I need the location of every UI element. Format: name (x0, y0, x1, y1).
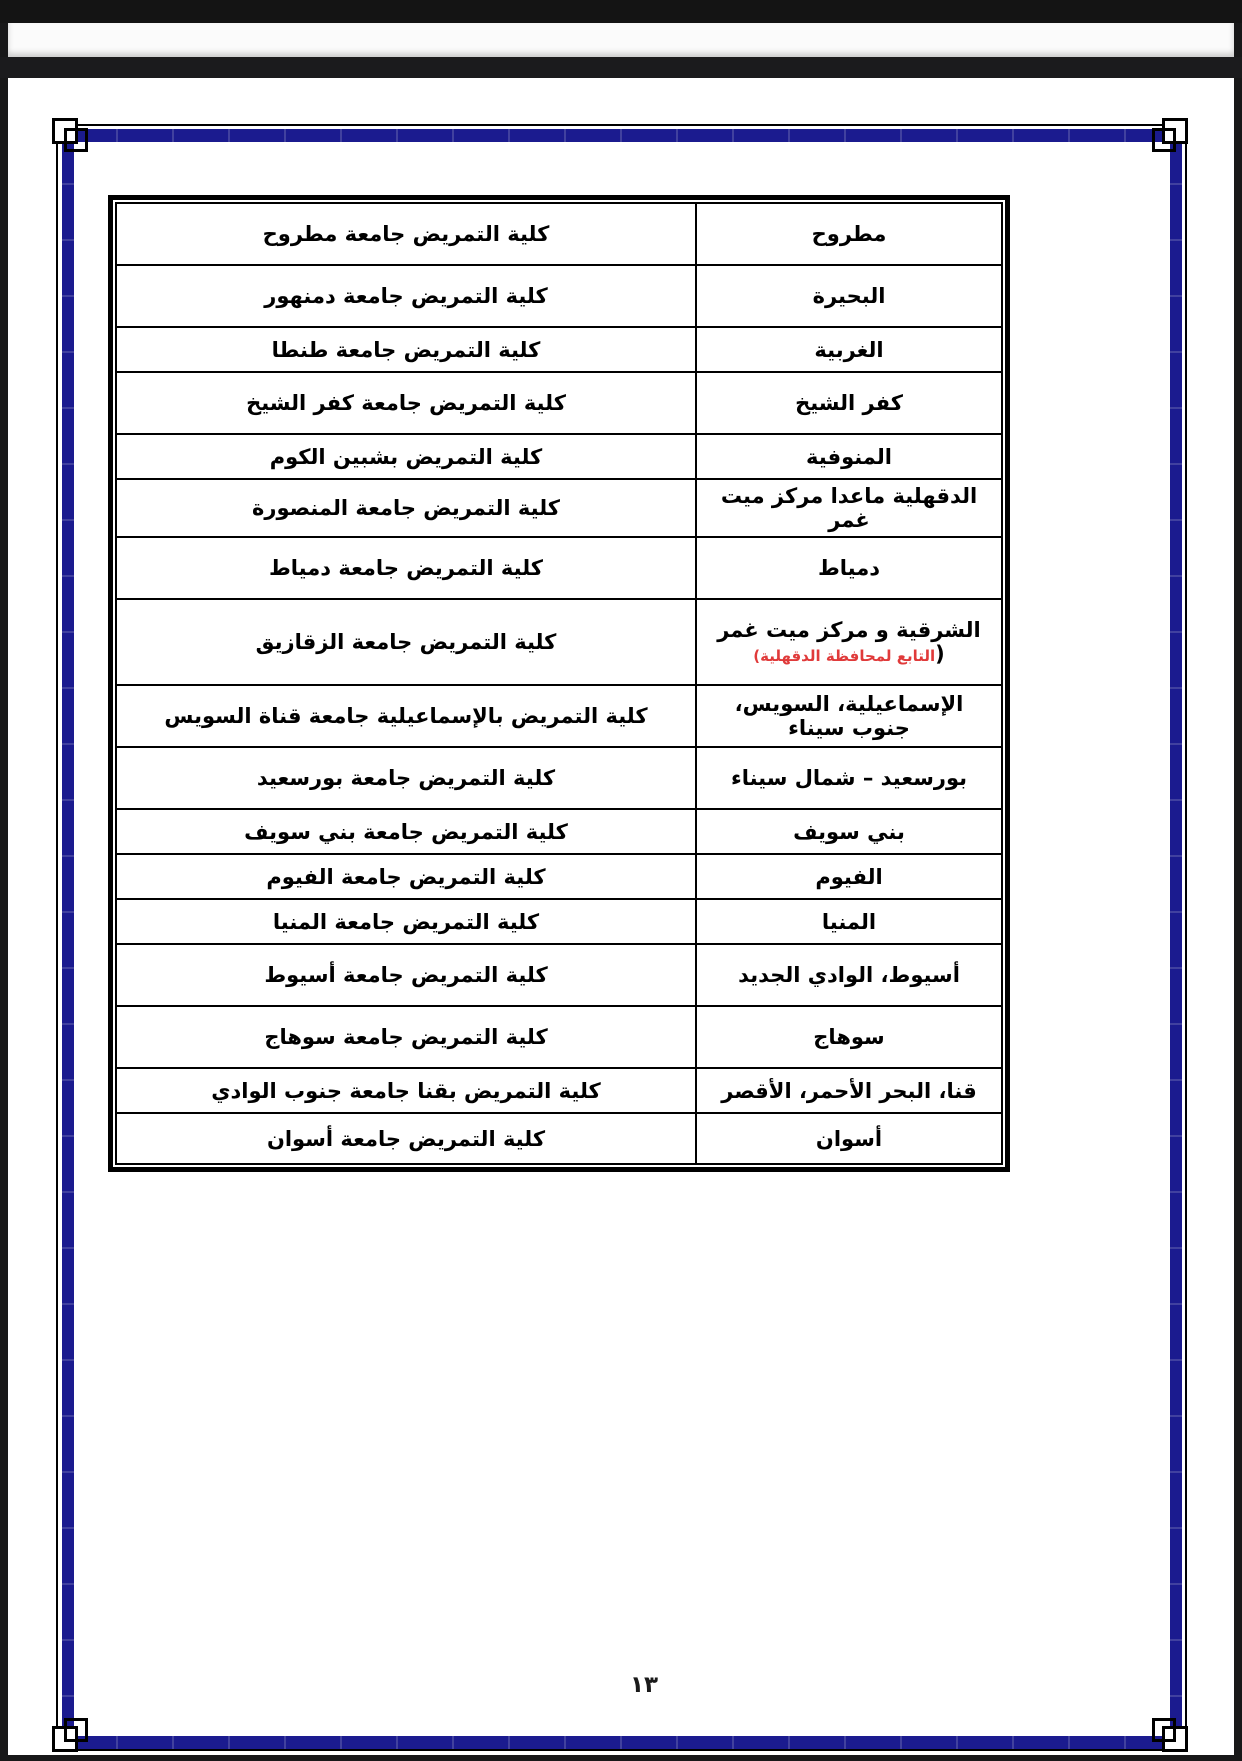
table-row (116, 1068, 1002, 1113)
corner-ornament-bottom-left (52, 1712, 92, 1752)
governorate-cell (696, 203, 1002, 265)
governorate-name: بني سويف (793, 819, 905, 844)
governorate-cell (696, 1006, 1002, 1068)
table-row (116, 265, 1002, 327)
governorate-name: سوهاج (813, 1025, 885, 1049)
college-cell: كلية التمريض جامعة المنيا (116, 899, 696, 944)
governorate-name: أسيوط، الوادي الجديد (738, 963, 960, 987)
college-cell: كلية التمريض جامعة طنطا (116, 327, 696, 372)
college-cell: كلية التمريض جامعة مطروح (116, 203, 696, 265)
college-cell: كلية التمريض جامعة أسوان (116, 1113, 696, 1164)
table-row (116, 854, 1002, 899)
corner-ornament-top-right (1148, 118, 1188, 158)
college-cell: كلية التمريض جامعة المنصورة (116, 479, 696, 537)
college-cell: كلية التمريض جامعة كفر الشيخ (116, 372, 696, 434)
table-row (116, 599, 1002, 685)
ornament-square-icon (1152, 1718, 1176, 1742)
table-row (116, 479, 1002, 537)
governorate-name: الإسماعيلية، السويس، جنوب سيناء (734, 692, 964, 740)
viewer-top-black-bar (0, 0, 1242, 23)
governorate-name: بورسعيد – شمال سيناء (730, 766, 968, 790)
table-row (116, 203, 1002, 265)
governorate-name: الغربية (814, 337, 884, 362)
governorate-name: الدقهلية ماعدا مركز ميت غمر (720, 484, 978, 532)
governorate-table-body (116, 203, 1002, 1164)
college-cell: كلية التمريض جامعة بورسعيد (116, 747, 696, 809)
governorates-colleges-table (108, 195, 1010, 1172)
governorate-cell (696, 479, 1002, 537)
document-page (8, 78, 1234, 1755)
college-cell: كلية التمريض جامعة دمنهور (116, 265, 696, 327)
governorate-cell (696, 372, 1002, 434)
governorate-name: المنيا (821, 909, 877, 934)
governorate-cell (696, 747, 1002, 809)
ornament-square-icon (64, 128, 88, 152)
corner-ornament-top-left (52, 118, 92, 158)
ornament-square-icon (64, 1718, 88, 1742)
page-border-top-bar (62, 129, 1182, 142)
governorate-name: الشرقية و مركز ميت غمر ( (717, 618, 981, 666)
college-cell: كلية التمريض جامعة أسيوط (116, 944, 696, 1006)
table-row (116, 372, 1002, 434)
page-border-right-bar (1170, 129, 1182, 1749)
table-row (116, 944, 1002, 1006)
governorate-name: دمياط (817, 556, 881, 580)
governorate-cell (696, 944, 1002, 1006)
governorate-name: البحيرة (812, 284, 886, 308)
table (115, 202, 1003, 1165)
governorate-cell (696, 809, 1002, 854)
governorate-name: مطروح (811, 222, 887, 246)
table-row (116, 537, 1002, 599)
page-separator-gap (0, 57, 1242, 78)
governorate-cell (696, 685, 1002, 747)
governorate-name: أسوان (815, 1126, 883, 1151)
college-cell: كلية التمريض بالإسماعيلية جامعة قناة السويس (116, 685, 696, 747)
governorate-cell (696, 434, 1002, 479)
governorate-cell (696, 1113, 1002, 1164)
college-cell: كلية التمريض بقنا جامعة جنوب الوادي (116, 1068, 696, 1113)
governorate-cell (696, 599, 1002, 685)
college-cell: كلية التمريض بشبين الكوم (116, 434, 696, 479)
table-row (116, 1006, 1002, 1068)
college-cell: كلية التمريض جامعة الزقازيق (116, 599, 696, 685)
table-row (116, 1113, 1002, 1164)
governorate-cell (696, 327, 1002, 372)
governorate-cell (696, 854, 1002, 899)
table-row (116, 685, 1002, 747)
previous-page-edge (8, 23, 1234, 57)
governorate-name: كفر الشيخ (795, 391, 903, 415)
page-number: ١٣ (629, 1672, 659, 1698)
governorate-cell (696, 899, 1002, 944)
college-cell: كلية التمريض جامعة دمياط (116, 537, 696, 599)
page-border-bottom-bar (62, 1736, 1182, 1749)
governorate-name: قنا، البحر الأحمر، الأقصر (721, 1078, 977, 1103)
college-cell: كلية التمريض جامعة الفيوم (116, 854, 696, 899)
table-row (116, 747, 1002, 809)
table-row (116, 327, 1002, 372)
corner-ornament-bottom-right (1148, 1712, 1188, 1752)
college-cell: كلية التمريض جامعة بني سويف (116, 809, 696, 854)
governorate-note-red: التابع لمحافظة الدقهلية) (753, 647, 936, 665)
governorate-cell (696, 1068, 1002, 1113)
ornament-square-icon (1152, 128, 1176, 152)
governorate-cell (696, 265, 1002, 327)
table-row (116, 809, 1002, 854)
page-border-left-bar (62, 129, 74, 1749)
governorate-cell (696, 537, 1002, 599)
table-row (116, 899, 1002, 944)
table-row (116, 434, 1002, 479)
governorate-name: المنوفية (806, 444, 892, 469)
governorate-name: الفيوم (815, 864, 883, 889)
college-cell: كلية التمريض جامعة سوهاج (116, 1006, 696, 1068)
